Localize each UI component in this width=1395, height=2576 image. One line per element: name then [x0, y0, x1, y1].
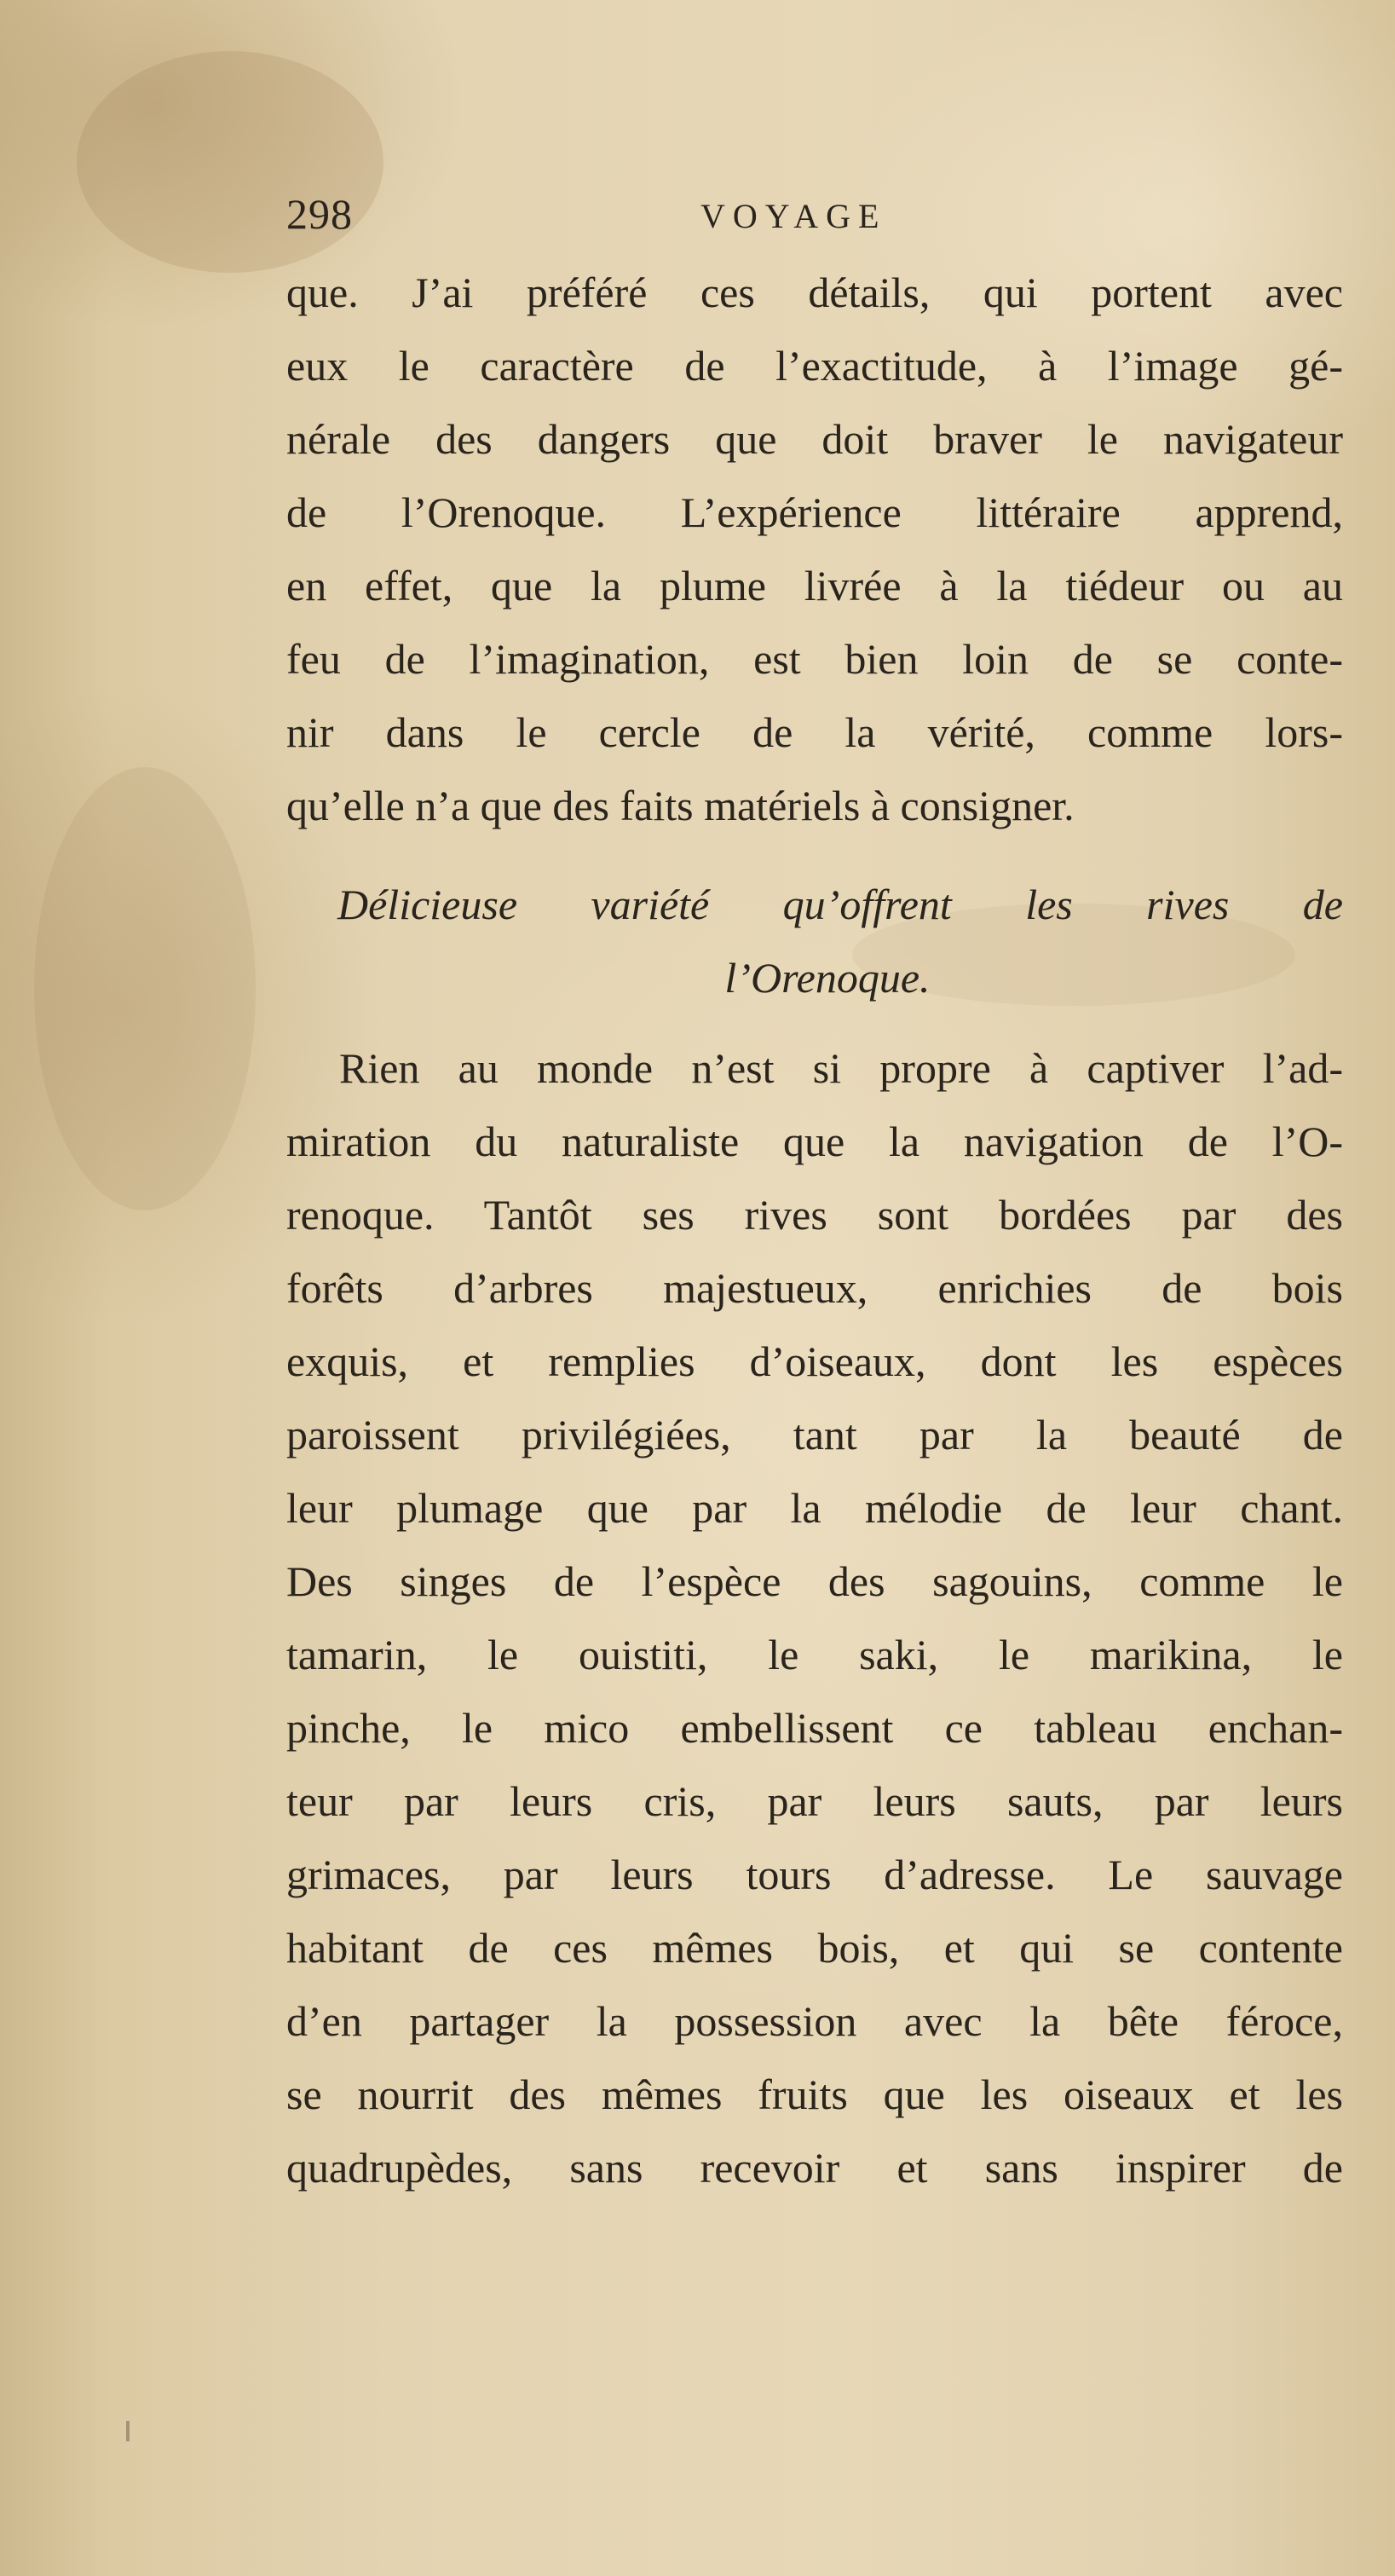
- text-line: grimaces, par leurs tours d’adresse. Le sauvage: [286, 1851, 1343, 1898]
- page-number: 298: [286, 190, 353, 238]
- text-line: paroissent privilégiées, tant par la beauté de: [286, 1411, 1343, 1458]
- text-line: de l’Orenoque. L’expérience littéraire apprend,: [286, 488, 1343, 536]
- text-line: feu de l’imagination, est bien loin de se conte-: [286, 635, 1343, 683]
- text-line: Rien au monde n’est si propre à captiver l’ad-: [339, 1044, 1343, 1092]
- text-line: pinche, le mico embellissent ce tableau enchan-: [286, 1704, 1343, 1752]
- text-line: eux le caractère de l’exactitude, à l’image gé-: [286, 342, 1343, 390]
- paper-stain: [34, 767, 256, 1210]
- text-line: en effet, que la plume livrée à la tiédeur ou au: [286, 562, 1343, 609]
- margin-mark: [126, 2421, 130, 2441]
- text-line: quadrupèdes, sans recevoir et sans inspirer de: [286, 2144, 1343, 2192]
- text-line: qu’elle n’a que des faits matériels à consigner.: [286, 782, 1075, 829]
- text-line: tamarin, le ouistiti, le saki, le marikina, le: [286, 1631, 1343, 1678]
- text-line: renoque. Tantôt ses rives sont bordées par des: [286, 1191, 1343, 1239]
- text-line: miration du naturaliste que la navigation de l’O-: [286, 1118, 1343, 1165]
- text-line: leur plumage que par la mélodie de leur chant.: [286, 1484, 1343, 1532]
- page-header: [286, 189, 1343, 251]
- section-heading: [286, 868, 1343, 1014]
- running-head: VOYAGE: [700, 197, 887, 235]
- paragraph-1: [286, 256, 1343, 842]
- text-line: nérale des dangers que doit braver le navigateur: [286, 415, 1343, 463]
- section-heading-line: l’Orenoque.: [724, 954, 931, 1002]
- section-heading-line: Délicieuse variété qu’offrent les rives de: [337, 881, 1343, 928]
- text-line: habitant de ces mêmes bois, et qui se contente: [286, 1924, 1343, 1972]
- paragraph-2: [286, 1031, 1343, 2204]
- text-line: exquis, et remplies d’oiseaux, dont les espèces: [286, 1337, 1343, 1385]
- text-line: nir dans le cercle de la vérité, comme lors-: [286, 708, 1343, 756]
- text-line: d’en partager la possession avec la bête féroce,: [286, 1997, 1343, 2045]
- text-line: forêts d’arbres majestueux, enrichies de bois: [286, 1264, 1343, 1312]
- text-line: que. J’ai préféré ces détails, qui portent avec: [286, 269, 1343, 316]
- text-line: Des singes de l’espèce des sagouins, comme le: [286, 1557, 1343, 1605]
- text-line: se nourrit des mêmes fruits que les oiseaux et les: [286, 2071, 1343, 2118]
- text-line: teur par leurs cris, par leurs sauts, par leurs: [286, 1777, 1343, 1825]
